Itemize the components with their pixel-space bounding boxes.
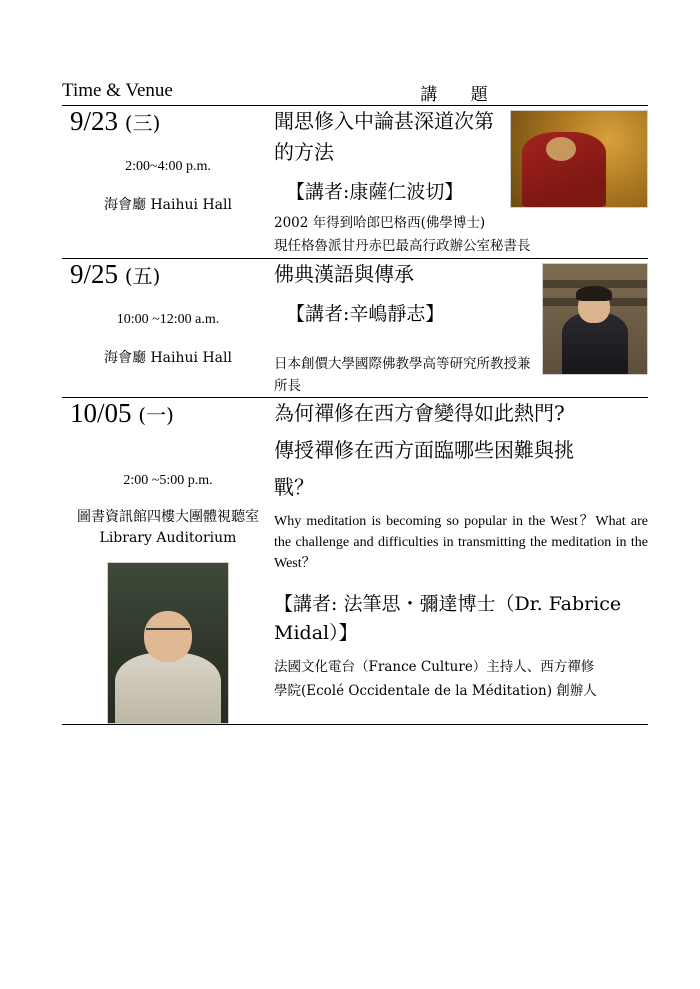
session-3-title-line-2: 傳授禪修在西方面臨哪些困難與挑 — [274, 438, 574, 463]
session-3-topic-cell — [274, 398, 648, 725]
session-3-weekday: (一) — [138, 403, 174, 428]
session-1-time-venue-cell — [62, 106, 274, 259]
session-3-title-line-1: 為何禪修在西方會變得如此熱門? — [274, 401, 565, 426]
session-2-note-1: 日本創價大學國際佛教學高等研究所教授兼所長 — [274, 356, 531, 394]
session-2-date — [62, 259, 274, 290]
photo-head — [546, 137, 576, 161]
photo-glasses — [146, 628, 189, 638]
column-header-topic: 講 題 — [274, 80, 648, 106]
photo-hair — [576, 286, 611, 301]
session-1-topic-cell — [274, 106, 648, 259]
session-2-time-venue-cell — [62, 258, 274, 398]
session-3-speaker: 【講者: 法筆思・彌達博士（Dr. Fabrice Midal）】 — [274, 593, 622, 644]
session-1-speaker: 【講者:康薩仁波切】 — [286, 181, 464, 203]
session-1-title: 聞思修入中論甚深道次第的方法 — [274, 109, 494, 164]
fabrice-midal-portrait-photo — [107, 562, 229, 724]
session-3-title-line-3: 戰？ — [274, 475, 314, 500]
session-3-venue-en: Library Auditorium — [99, 529, 237, 546]
session-2-weekday: (五) — [124, 263, 161, 288]
session-1-time: 2:00~4:00 p.m. — [125, 159, 211, 174]
session-2-title: 佛典漢語與傳承 — [274, 261, 414, 286]
session-3-date-number: 10/05 — [70, 398, 132, 429]
session-1-date-number: 9/23 — [70, 106, 119, 136]
session-2-topic-cell — [274, 258, 648, 398]
session-3-note-1: 法國文化電台（France Culture）主持人、西方禪修 — [274, 659, 595, 676]
session-3-note-2: 學院(Ecolé Occidentale de la Méditation) 創辦人 — [274, 682, 597, 699]
karashima-portrait-photo — [542, 263, 648, 375]
session-3-date — [62, 398, 274, 429]
session-1-venue: 海會廳 Haihui Hall — [104, 197, 232, 213]
session-1-date — [62, 106, 274, 137]
table-row — [62, 106, 648, 259]
table-row — [62, 258, 648, 398]
session-3-time-venue-cell — [62, 398, 274, 725]
session-3-time: 2:00 ~5:00 p.m. — [123, 473, 213, 489]
photo-figure — [115, 653, 221, 723]
session-3-photo-wrap — [62, 562, 274, 724]
table-row — [62, 398, 648, 725]
table-header-row — [62, 80, 648, 106]
column-header-time-venue: Time & Venue — [62, 80, 274, 106]
session-2-speaker: 【講者:辛嶋靜志】 — [286, 302, 445, 325]
session-1-weekday: (三) — [124, 111, 161, 135]
session-3-venue-cn: 圖書資訊館四樓大團體視聽室 — [77, 509, 259, 526]
schedule-table — [62, 80, 648, 725]
session-1-note-2: 現任格魯派甘丹赤巴最高行政辦公室秘書長 — [274, 238, 531, 255]
session-2-venue: 海會廳 Haihui Hall — [104, 349, 232, 366]
session-2-date-number: 9/25 — [70, 258, 119, 289]
lama-portrait-photo — [510, 110, 648, 208]
session-3-title-english: Why meditation is becoming so popular in the West？What are the challenge and difficulties in transmitting the meditation in the West？ — [274, 514, 648, 572]
session-1-note-1: 2002 年得到哈郎巴格西(佛學博士) — [274, 214, 486, 231]
session-2-time: 10:00 ~12:00 a.m. — [116, 311, 220, 327]
